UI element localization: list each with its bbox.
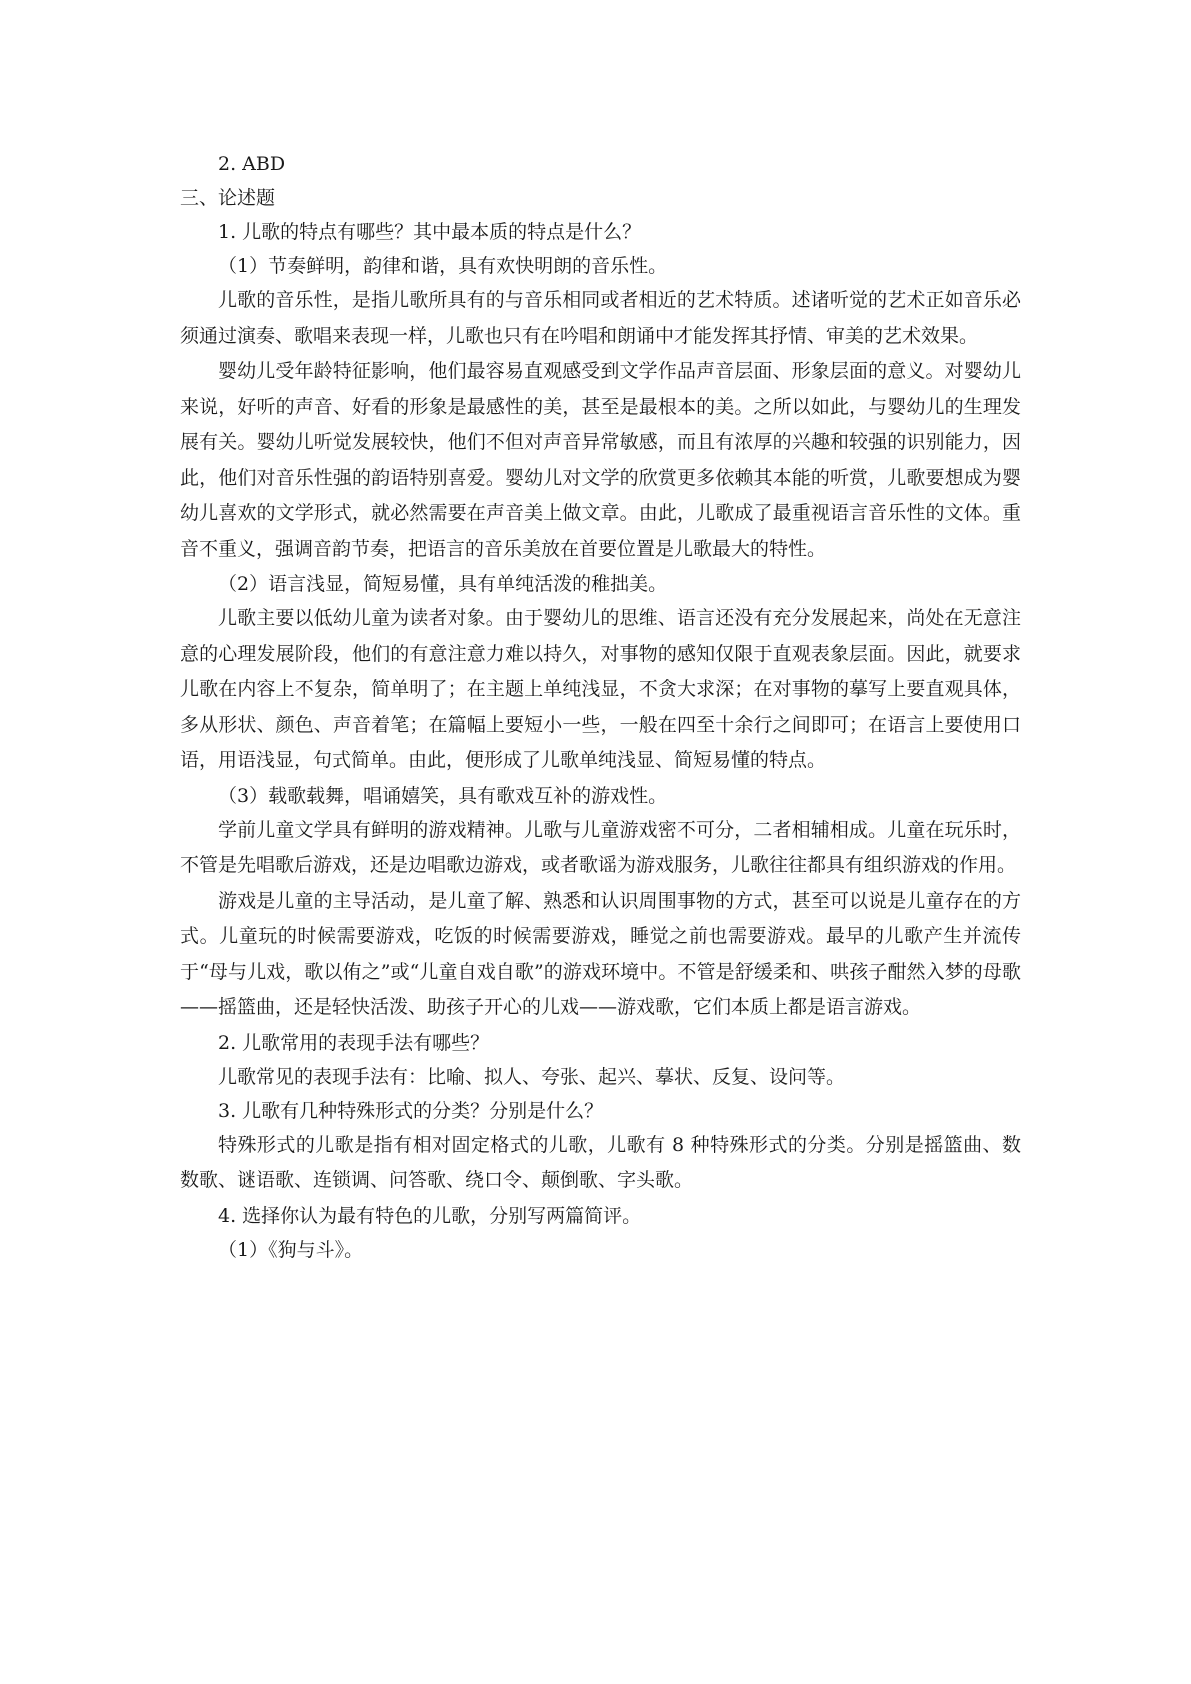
question-4-item-1: （1）《狗与斗》。: [218, 1238, 364, 1261]
point-1-title: （1）节奏鲜明，韵律和谐，具有欢快明朗的音乐性。: [218, 255, 668, 277]
point-1-paragraph-1: 儿歌的音乐性，是指儿歌所具有的与音乐相同或者相近的艺术特质。述诸听觉的艺术正如音乐必须通过演奏、歌唱来表现一样，儿歌也只有在吟唱和朗诵中才能发挥其抒情、审美的艺术效果。: [180, 289, 1021, 347]
point-3-paragraph-2: 游戏是儿童的主导活动，是儿童了解、熟悉和认识周围事物的方式，甚至可以说是儿童存在的方式。儿童玩的时候需要游戏，吃饭的时候需要游戏，睡觉之前也需要游戏。最早的儿歌产生并流传于“母与儿戏，歌以侑之”或“儿童自戏自歌”的游戏环境中。不管是舒缓柔和、哄孩子酣然入梦的母歌——摇篮曲，还是轻快活泼、助孩子开心的儿戏——游戏歌，它们本质上都是语言游戏。: [180, 889, 1021, 1018]
question-3-answer: 特殊形式的儿歌是指有相对固定格式的儿歌，儿歌有 8 种特殊形式的分类。分别是摇篮曲、数数歌、谜语歌、连锁调、问答歌、绕口令、颠倒歌、字头歌。: [180, 1133, 1021, 1191]
document-body: [180, 147, 1021, 1267]
question-2-answer: 儿歌常见的表现手法有：比喻、拟人、夸张、起兴、摹状、反复、设问等。: [218, 1065, 846, 1088]
question-3: 3. 儿歌有几种特殊形式的分类？分别是什么？: [218, 1099, 604, 1122]
section-heading: 三、论述题: [180, 187, 276, 209]
question-1: 1. 儿歌的特点有哪些？其中最本质的特点是什么？: [218, 221, 642, 243]
answer-line: 2. ABD: [218, 153, 286, 175]
point-3-paragraph-1: 学前儿童文学具有鲜明的游戏精神。儿歌与儿童游戏密不可分，二者相辅相成。儿童在玩乐时，不管是先唱歌后游戏，还是边唱歌边游戏，或者歌谣为游戏服务，儿歌往往都具有组织游戏的作用。: [180, 818, 1021, 876]
question-4: 4. 选择你认为最有特色的儿歌，分别写两篇简评。: [218, 1204, 642, 1227]
point-2-title: （2）语言浅显，简短易懂，具有单纯活泼的稚拙美。: [218, 573, 668, 595]
point-1-paragraph-2: 婴幼儿受年龄特征影响，他们最容易直观感受到文学作品声音层面、形象层面的意义。对婴幼儿来说，好听的声音、好看的形象是最感性的美，甚至是最根本的美。之所以如此，与婴幼儿的生理发展有关。婴幼儿听觉发展较快，他们不但对声音异常敏感，而且有浓厚的兴趣和较强的识别能力，因此，他们对音乐性强的韵语特别喜爱。婴幼儿对文学的欣赏更多依赖其本能的听赏，儿歌要想成为婴幼儿喜欢的文学形式，就必然需要在声音美上做文章。由此，儿歌成了最重视语言音乐性的文体。重音不重义，强调音韵节奏，把语言的音乐美放在首要位置是儿歌最大的特性。: [180, 360, 1021, 560]
point-3-title: （3）载歌载舞，唱诵嬉笑，具有歌戏互补的游戏性。: [218, 784, 668, 807]
question-2: 2. 儿歌常用的表现手法有哪些？: [218, 1031, 490, 1054]
point-2-paragraph-1: 儿歌主要以低幼儿童为读者对象。由于婴幼儿的思维、语言还没有充分发展起来，尚处在无意注意的心理发展阶段，他们的有意注意力难以持久，对事物的感知仅限于直观表象层面。因此，就要求儿歌在内容上不复杂，简单明了；在主题上单纯浅显，不贪大求深；在对事物的摹写上要直观具体，多从形状、颜色、声音着笔；在篇幅上要短小一些，一般在四至十余行之间即可；在语言上要使用口语，用语浅显，句式简单。由此，便形成了儿歌单纯浅显、简短易懂的特点。: [180, 607, 1021, 771]
